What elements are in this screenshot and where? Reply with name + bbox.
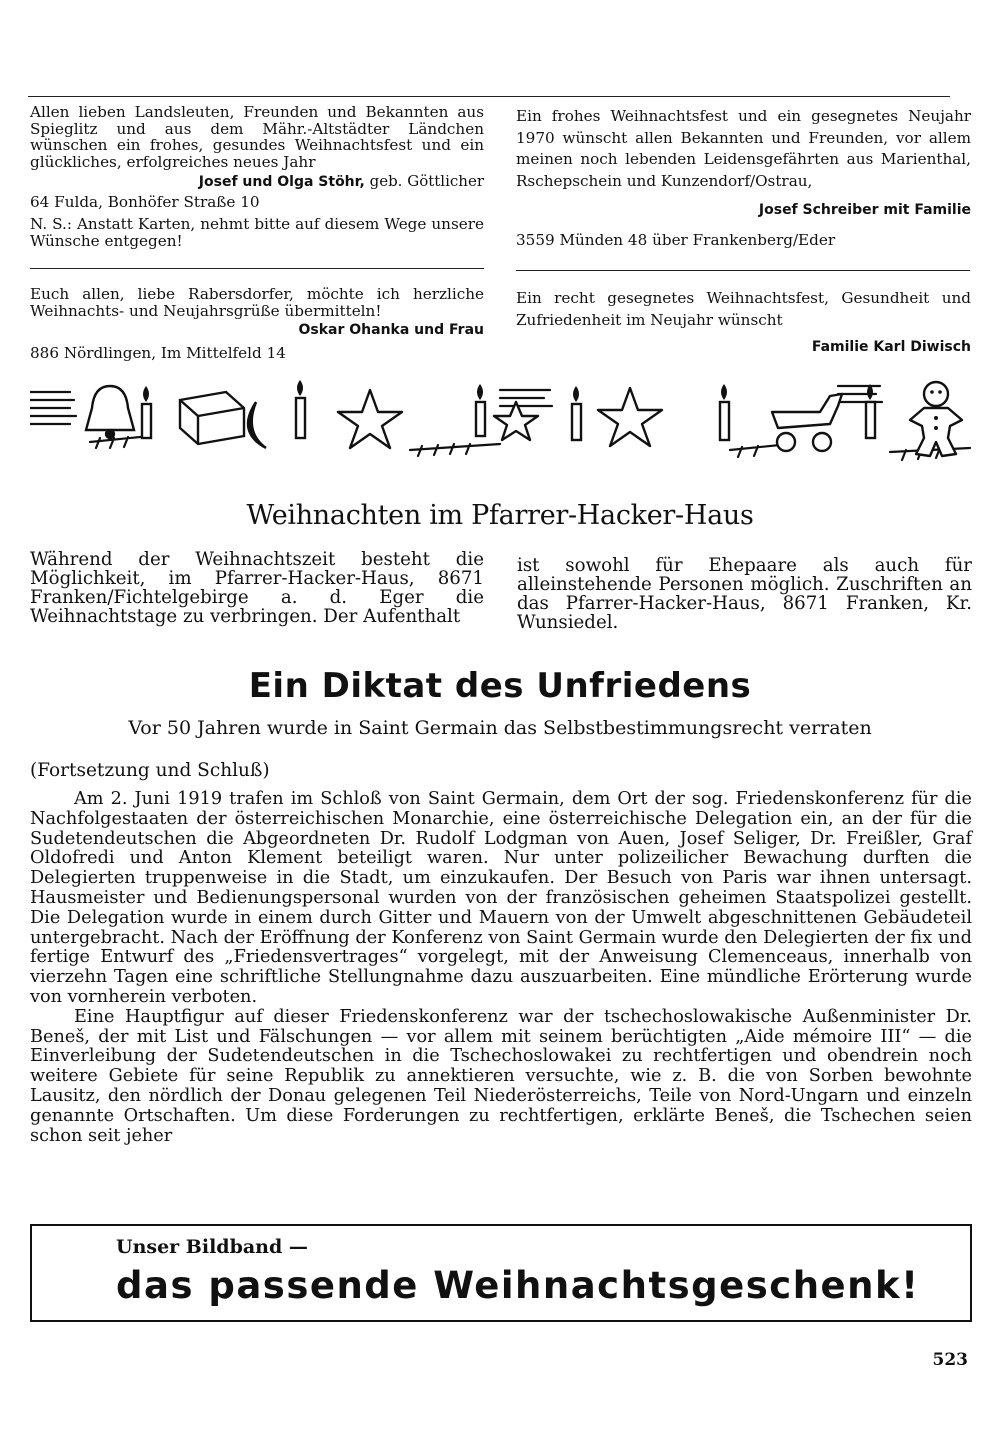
ad-address: 64 Fulda, Bonhöfer Straße 10: [30, 192, 260, 211]
continuation-note: (Fortsetzung und Schluß): [30, 760, 270, 781]
article-paragraph: Eine Hauptfigur auf dieser Friedenskonferenz war der tschechoslowakische Außenminister Dr. Beneš, der mit List und Fälschungen — vor allem mit seinem berüchtigten „Aide mémoire III“ — die Einverleibung der Sudetendeutschen in die Tschechoslowakei zu rechtfertigen und obendrein noch weitere Gebiete für seine Republik zu annektieren versuchte, wie z. B. die von Sorben bewohnte Lausitz, den nördlich der Donau gelegenen Teil Niederösterreichs, Teile von Nord-Ungarn und einzeln genannte Ortschaften. Um diese Forderungen zu rechtfertigen, erklärte Beneš, die Tschechen seien schon seit jeher: [30, 1006, 972, 1146]
ad-address: 3559 Münden 48 über Frankenberg/Eder: [516, 230, 836, 249]
ad-signature: Josef Schreiber mit Familie: [758, 202, 971, 218]
ad-signature: Familie Karl Diwisch: [811, 339, 971, 355]
ad-rule-left: [30, 268, 484, 269]
ad-address: 886 Nördlingen, Im Mittelfeld 14: [30, 343, 286, 362]
greeting-ad-schreiber: [516, 106, 971, 251]
promo-kicker: Unser Bildband —: [116, 1236, 308, 1258]
promo-headline: das passende Weihnachtsgeschenk!: [116, 1264, 920, 1307]
promo-box: [30, 1224, 972, 1322]
ad-rule-right: [516, 270, 970, 271]
ad-text: Euch allen, liebe Rabersdorfer, möchte ich herzliche Weihnachts- und Neujahrsgrüße übermitteln!: [30, 285, 484, 320]
article1-column-left: Während der Weihnachtszeit besteht die Möglichkeit, im Pfarrer-Hacker-Haus, 8671 Franken/Fichtelgebirge a. d. Eger die Weihnachtstage zu verbringen. Der Aufenthalt: [30, 549, 484, 627]
ad-signature: Oskar Ohanka und Frau: [298, 322, 484, 338]
greeting-ad-diwisch: [516, 288, 971, 359]
article-body: [30, 790, 972, 1146]
article1-column-right: ist sowohl für Ehepaare als auch für alleinstehende Personen möglich. Zuschriften an das Pfarrer-Hacker-Haus, 8671 Franken, Kr. Wunsiedel.: [517, 555, 972, 633]
ad-text: Allen lieben Landsleuten, Freunden und Bekannten aus Spieglitz und aus dem Mähr.-Altstädter Ländchen wünschen ein frohes, gesundes Weihnachtsfest und ein glückliches, erfolgreiches neues Jahr: [30, 103, 484, 171]
article-subtitle: Vor 50 Jahren wurde in Saint Germain das Selbstbestimmungsrecht verraten: [128, 717, 872, 739]
top-rule: [28, 96, 950, 97]
page-number: 523: [932, 1350, 968, 1370]
greeting-ad-stoehr: [30, 104, 484, 249]
ad-signature: Josef und Olga Stöhr, geb. Göttlicher: [198, 172, 484, 190]
greeting-ad-ohanka: [30, 286, 484, 361]
article-title-pfarrer-hacker-haus: Weihnachten im Pfarrer-Hacker-Haus: [246, 500, 754, 531]
article-paragraph: Am 2. Juni 1919 trafen im Schloß von Saint Germain, dem Ort der sog. Friedenskonferenz für die Nachfolgestaaten der österreichischen Monarchie, eine österreichische Delegation ein, an der für die Sudetendeutschen die Abgeordneten Dr. Rudolf Lodgman von Auen, Josef Seliger, Dr. Freißler, Graf Oldofredi und Anton Klement beteiligt waren. Nur unter polizeilicher Bewachung durften die Delegierten truppenweise in die Stadt, um einzukaufen. Der Besuch von Paris war ihnen untersagt. Hausmeister und Bedienungspersonal wurden von der französischen geheimen Staatspolizei gestellt. Die Delegation wurde in einem durch Gitter und Mauern von der Umwelt abgeschnittenen Gebäudeteil untergebracht. Nach der Eröffnung der Konferenz von Saint Germain wurde den Delegierten der fix und fertige Entwurf des „Friedensvertrages“ vorgelegt, mit der Anweisung Clemenceaus, innerhalb von vierzehn Tagen eine schriftliche Stellungnahme dazu auszuarbeiten. Eine mündliche Erörterung wurde von vornherein verboten.: [30, 789, 972, 1007]
christmas-ornament-border: [30, 372, 972, 468]
ad-text: Ein recht gesegnetes Weihnachtsfest, Gesundheit und Zufriedenheit im Neujahr wünscht: [516, 289, 971, 329]
ad-text: Ein frohes Weihnachtsfest und ein gesegnetes Neujahr 1970 wünscht allen Bekannten und Freunden, vor allem meinen noch lebenden Leidensgefährten aus Marienthal, Rschepschein und Kunzendorf/Ostrau,: [516, 107, 971, 190]
ad-note: N. S.: Anstatt Karten, nehmt bitte auf diesem Wege unsere Wünsche entgegen!: [30, 215, 484, 250]
article-title-diktat: Ein Diktat des Unfriedens: [248, 666, 752, 706]
